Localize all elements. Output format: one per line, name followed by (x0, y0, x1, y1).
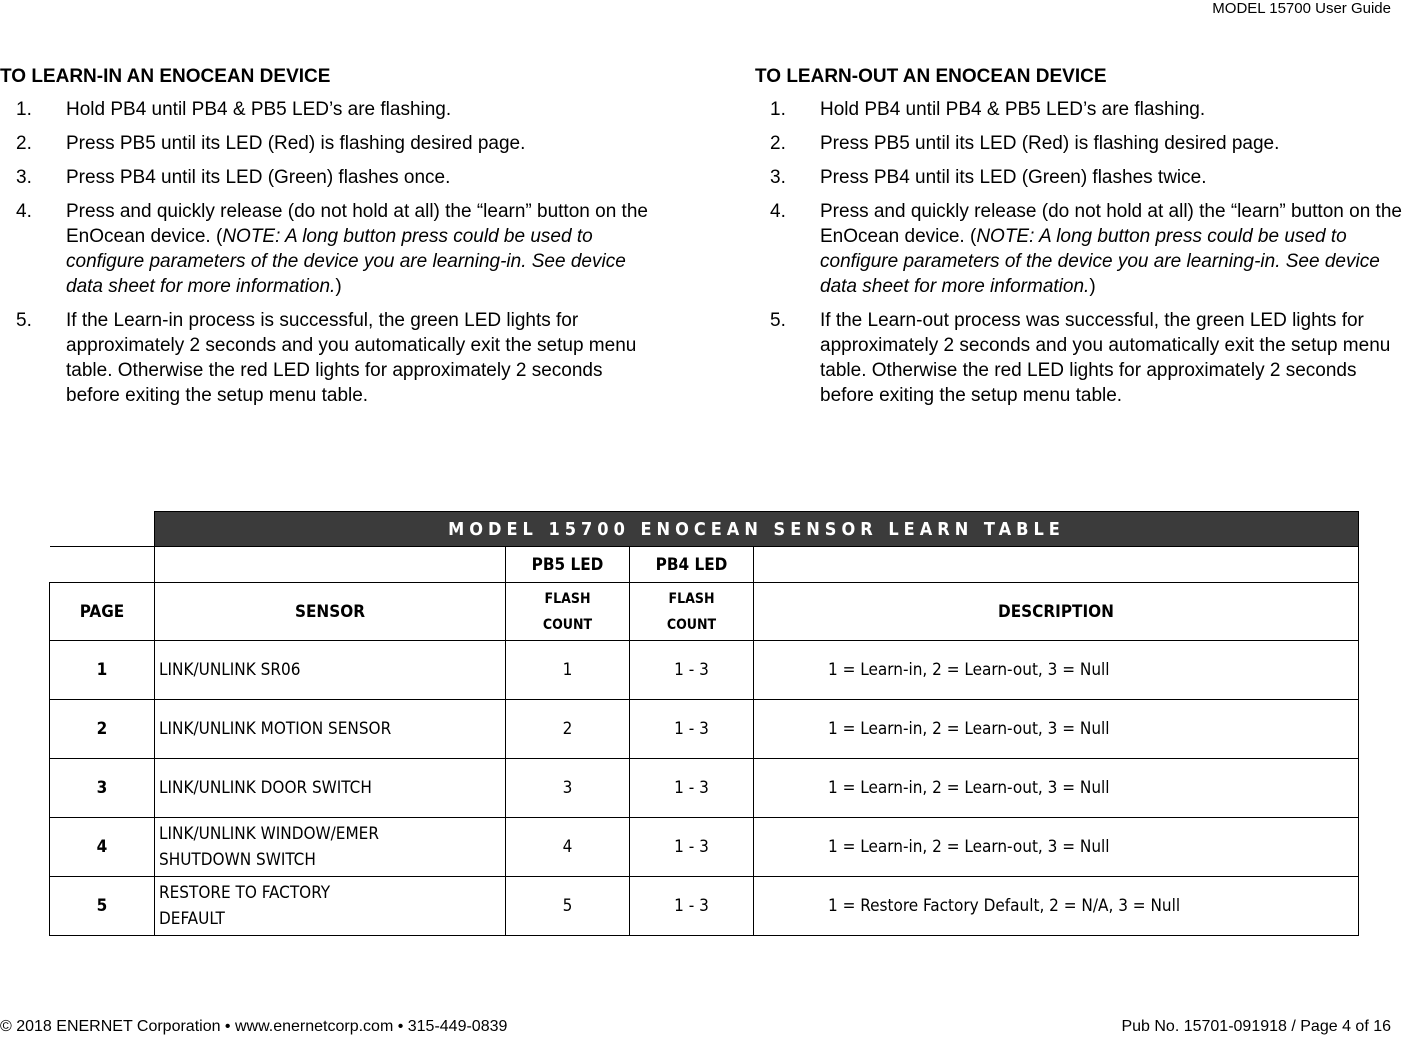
step-number: 2. (770, 133, 786, 154)
learn-out-title: TO LEARN-OUT AN ENOCEAN DEVICE (755, 66, 1107, 87)
step-number: 3. (16, 167, 32, 188)
sensor-cell (155, 700, 506, 759)
list-item (755, 199, 1409, 299)
sensor-cell (155, 877, 506, 936)
table-row (50, 877, 1359, 936)
sensor-learn-table (49, 511, 1359, 936)
table-row (50, 818, 1359, 877)
footer-copyright: © 2018 ENERNET Corporation • www.enernetcorp.com • 315-449-0839 (0, 1018, 508, 1035)
step-number: 5. (770, 310, 786, 331)
step-number: 1. (16, 99, 32, 120)
description-cell: 1 = Learn-in, 2 = Learn-out, 3 = Null (754, 759, 1359, 818)
table-subheader-empty (754, 547, 1359, 583)
sensor-column-header: SENSOR (155, 583, 506, 641)
list-item (0, 308, 650, 408)
pb5-count-cell: 3 (506, 759, 630, 818)
pb5-flash-count-header (506, 583, 630, 641)
learn-in-title: TO LEARN-IN AN ENOCEAN DEVICE (0, 66, 331, 87)
step-text: Press PB4 until its LED (Green) flashes once. (66, 167, 451, 188)
step-number: 1. (770, 99, 786, 120)
step-number: 4. (770, 201, 786, 222)
step-text: If the Learn-in process is successful, the green LED lights for approximately 2 seconds and you automatically exit the setup menu table. Otherwise the red LED lights for approximately 2 seconds before exiting the setup menu table. (66, 310, 637, 406)
pb4-count-cell: 1 - 3 (630, 700, 754, 759)
sensor-cell (155, 759, 506, 818)
pb4-flash-count-header (630, 583, 754, 641)
list-item (755, 131, 1409, 156)
page-cell: 5 (50, 877, 155, 936)
list-item (755, 165, 1409, 190)
count-label: COUNT (666, 616, 717, 633)
table-corner-cell (50, 512, 155, 547)
flash-label: FLASH (668, 590, 715, 607)
sensor-line: LINK/UNLINK DOOR SWITCH (159, 778, 372, 798)
list-item (0, 97, 650, 122)
step-number: 5. (16, 310, 32, 331)
step-text: Press and quickly release (do not hold at all) the “learn” button on the EnOcean device. ( (820, 201, 1402, 247)
description-column-header: DESCRIPTION (754, 583, 1359, 641)
list-item (755, 97, 1409, 122)
description-cell: 1 = Learn-in, 2 = Learn-out, 3 = Null (754, 818, 1359, 877)
table-header-row (50, 583, 1359, 641)
step-note: NOTE: A long button press could be used to configure parameters of the device you are learning-in. See device data sheet for more information. (820, 226, 1380, 297)
pb5-count-cell: 4 (506, 818, 630, 877)
pb4-count-cell: 1 - 3 (630, 759, 754, 818)
page-cell: 2 (50, 700, 155, 759)
step-number: 3. (770, 167, 786, 188)
description-cell: 1 = Restore Factory Default, 2 = N/A, 3 = Null (754, 877, 1359, 936)
sensor-line: DEFAULT (159, 909, 225, 929)
sensor-line: LINK/UNLINK SR06 (159, 660, 301, 680)
list-item (0, 165, 650, 190)
sensor-line: LINK/UNLINK MOTION SENSOR (159, 719, 392, 739)
table-corner-cell (50, 547, 155, 583)
pb5-count-cell: 1 (506, 641, 630, 700)
flash-label: FLASH (544, 590, 591, 607)
step-note-close: ) (1089, 276, 1096, 297)
page-cell: 1 (50, 641, 155, 700)
step-number: 2. (16, 133, 32, 154)
table-row (50, 700, 1359, 759)
table-title-row (50, 512, 1359, 547)
step-note: NOTE: A long button press could be used to configure parameters of the device you are learning-in. See device data sheet for more information. (66, 226, 626, 297)
page-cell: 3 (50, 759, 155, 818)
step-text: Press and quickly release (do not hold at all) the “learn” button on the EnOcean device. ( (66, 201, 648, 247)
description-cell: 1 = Learn-in, 2 = Learn-out, 3 = Null (754, 700, 1359, 759)
table-subheader-row (50, 547, 1359, 583)
count-label: COUNT (542, 616, 593, 633)
step-text: Press PB4 until its LED (Green) flashes twice. (820, 167, 1207, 188)
description-cell: 1 = Learn-in, 2 = Learn-out, 3 = Null (754, 641, 1359, 700)
learn-in-section (0, 64, 650, 417)
step-note-close: ) (335, 276, 342, 297)
pb5-led-header: PB5 LED (506, 547, 630, 583)
list-item (0, 199, 650, 299)
learn-in-steps (0, 97, 650, 408)
list-item (0, 131, 650, 156)
sensor-line: SHUTDOWN SWITCH (159, 850, 316, 870)
sensor-cell (155, 818, 506, 877)
pb4-led-header: PB4 LED (630, 547, 754, 583)
pb4-count-cell: 1 - 3 (630, 877, 754, 936)
pb4-count-cell: 1 - 3 (630, 818, 754, 877)
sensor-cell (155, 641, 506, 700)
step-text: Press PB5 until its LED (Red) is flashing desired page. (820, 133, 1280, 154)
page-cell: 4 (50, 818, 155, 877)
table-row (50, 641, 1359, 700)
pb5-count-cell: 2 (506, 700, 630, 759)
footer-page-number: Pub No. 15701-091918 / Page 4 of 16 (1121, 1018, 1391, 1035)
step-text: Hold PB4 until PB4 & PB5 LED’s are flashing. (820, 99, 1206, 120)
step-text: Hold PB4 until PB4 & PB5 LED’s are flashing. (66, 99, 452, 120)
pb4-count-cell: 1 - 3 (630, 641, 754, 700)
learn-out-steps (755, 97, 1409, 408)
step-text: Press PB5 until its LED (Red) is flashing desired page. (66, 133, 526, 154)
page-column-header: PAGE (50, 583, 155, 641)
learn-out-section (755, 64, 1409, 417)
table-row (50, 759, 1359, 818)
pb5-count-cell: 5 (506, 877, 630, 936)
page-header-title: MODEL 15700 User Guide (1212, 0, 1391, 17)
list-item (755, 308, 1409, 408)
sensor-line: LINK/UNLINK WINDOW/EMER (159, 824, 379, 844)
sensor-line: RESTORE TO FACTORY (159, 883, 331, 903)
step-number: 4. (16, 201, 32, 222)
table-title: MODEL 15700 ENOCEAN SENSOR LEARN TABLE (155, 512, 1359, 547)
table-subheader-empty (155, 547, 506, 583)
step-text: If the Learn-out process was successful, the green LED lights for approximately 2 seconds and you automatically exit the setup menu table. Otherwise the red LED lights for approximately 2 seconds before exiting the setup menu table. (820, 310, 1391, 406)
